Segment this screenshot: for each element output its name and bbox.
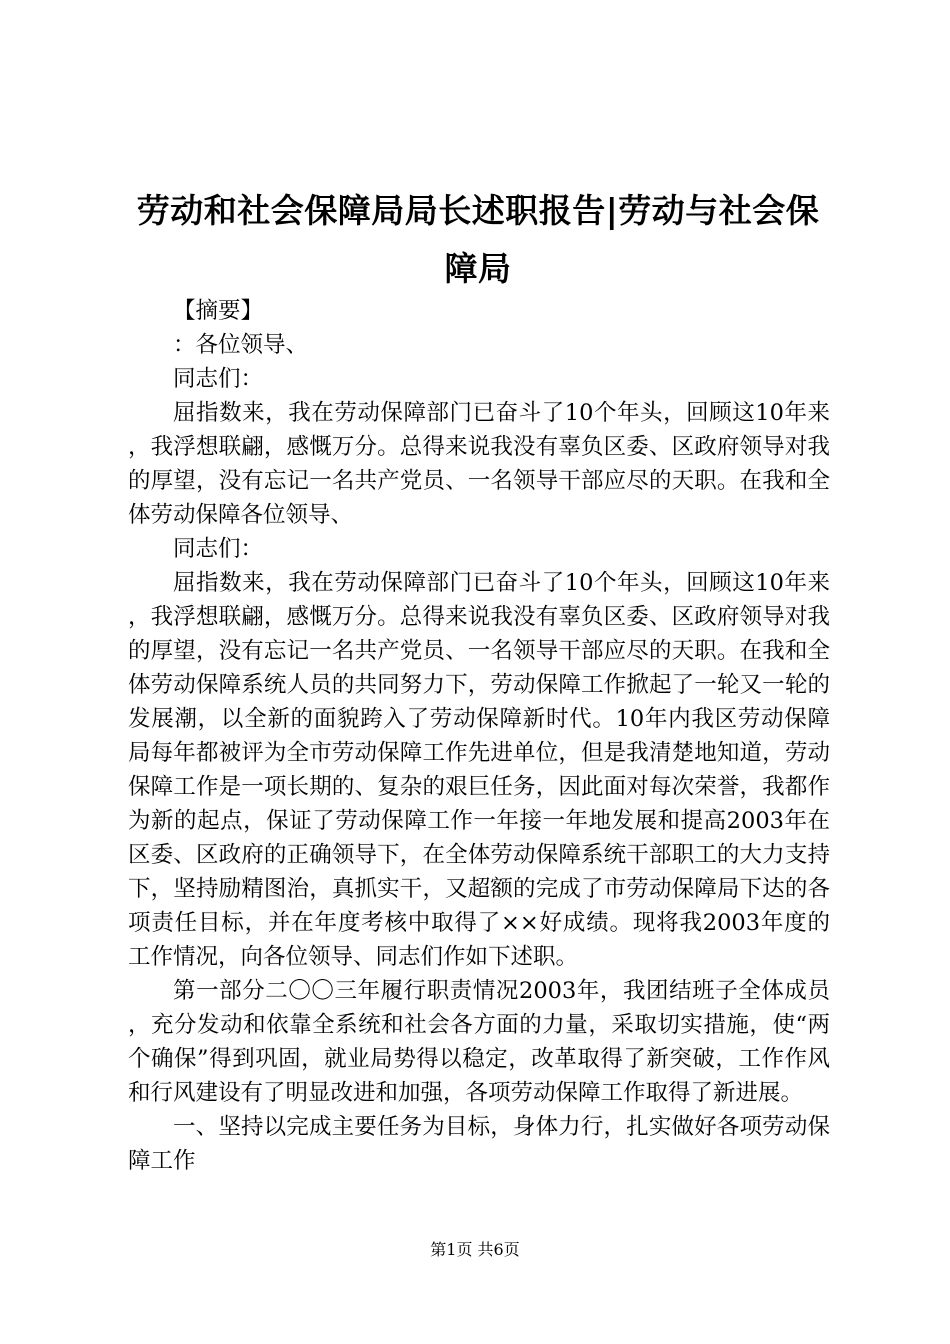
document-title: 劳动和社会保障局局长述职报告|劳动与社会保障局: [136, 191, 820, 288]
paragraph-comrades: 同志们：: [173, 366, 264, 392]
paragraph-section-one-heading: 一、坚持以完成主要任务为目标，身体力行，扎实做好各项劳动保障工作: [128, 1114, 830, 1174]
paragraph-part-one: 第一部分二〇〇三年履行职责情况2003年，我团结班子全体成员，充分发动和依靠全系统和社会各方面的力量，采取切实措施，使“两个确保”得到巩固，就业局势得以稳定，改革取得了新突破，工作作风和行风建设有了明显改进和加强，各项劳动保障工作取得了新进展。: [128, 978, 830, 1106]
paragraph-salutation: ：各位领导、: [173, 332, 309, 358]
paragraph-intro-short: 屈指数来，我在劳动保障部门已奋斗了10个年头，回顾这10年来，我浮想联翩，感慨万分。总得来说我没有辜负区委、区政府领导对我的厚望，没有忘记一名共产党员、一名领导干部应尽的天职。在我和全体劳动保障各位领导、: [128, 400, 830, 528]
paragraph-abstract-label: 【摘要】: [173, 298, 264, 324]
page-number: 第1页 共6页: [430, 1240, 520, 1259]
paragraph-comrades-repeat: 同志们：: [173, 536, 264, 562]
document-body: [128, 294, 830, 1178]
paragraph-intro-full: 屈指数来，我在劳动保障部门已奋斗了10个年头，回顾这10年来，我浮想联翩，感慨万分。总得来说我没有辜负区委、区政府领导对我的厚望，没有忘记一名共产党员、一名领导干部应尽的天职。在我和全体劳动保障系统人员的共同努力下，劳动保障工作掀起了一轮又一轮的发展潮，以全新的面貌跨入了劳动保障新时代。10年内我区劳动保障局每年都被评为全市劳动保障工作先进单位，但是我清楚地知道，劳动保障工作是一项长期的、复杂的艰巨任务，因此面对每次荣誉，我都作为新的起点，保证了劳动保障工作一年接一年地发展和提高2003年在区委、区政府的正确领导下，在全体劳动保障系统干部职工的大力支持下，坚持励精图治，真抓实干，又超额的完成了市劳动保障局下达的各项责任目标，并在年度考核中取得了××好成绩。现将我2003年度的工作情况，向各位领导、同志们作如下述职。: [128, 570, 830, 970]
